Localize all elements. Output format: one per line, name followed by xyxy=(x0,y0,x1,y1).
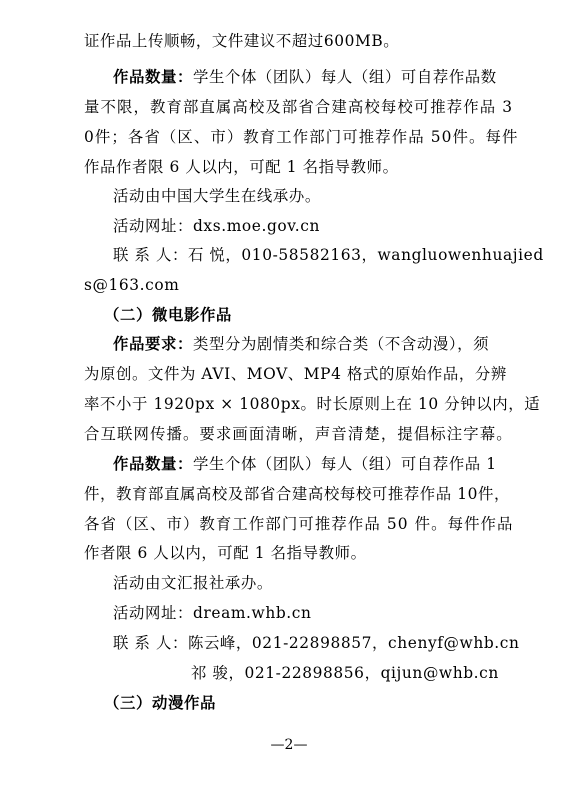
website-line xyxy=(113,603,527,623)
text-line xyxy=(113,334,527,354)
organizer-text: 活动由中国大学生在线承办。 xyxy=(113,187,321,205)
text-span: 类型分为剧情类和综合类（不含动漫），须 xyxy=(192,335,490,353)
text-span: 学生个体（团队）每人（组）可自荐作品 1 xyxy=(192,455,497,473)
text-line: 量不限，教育部直属高校及部省合建高校每校可推荐作品 3 xyxy=(84,98,514,116)
section-heading: （三）动漫作品 xyxy=(104,694,216,712)
contact-detail: 陈云峰，021-22898857，chenyf@whb.cn xyxy=(187,634,520,652)
page-number: —2— xyxy=(270,737,308,753)
contact-label: 联 系 人： xyxy=(113,634,188,652)
contact-detail: 石 悦，010-58582163，wangluowenhuajied xyxy=(187,246,544,264)
text-line: 为原创。文件为 AVI、MOV、MP4 格式的原始作品，分辨 xyxy=(84,365,507,383)
text-line: 各省（区、市）教育工作部门可推荐作品 50 件。每件作品 xyxy=(84,515,514,533)
section-heading: （二）微电影作品 xyxy=(104,306,232,324)
contact-email-continued: s@163.com xyxy=(84,276,180,294)
label-work-requirements: 作品要求： xyxy=(113,335,193,353)
text-line: 0件；各省（区、市）教育工作部门可推荐作品 50件。每件 xyxy=(84,128,519,146)
text-line xyxy=(113,67,527,87)
contact-line-second: 祁 骏，021-22898856，qijun@whb.cn xyxy=(191,664,499,682)
website-label: 活动网址： xyxy=(113,604,193,622)
website-link[interactable]: dxs.moe.gov.cn xyxy=(192,217,320,235)
text-line: 证作品上传顺畅，文件建议不超过600MB。 xyxy=(84,32,400,50)
label-work-quantity: 作品数量： xyxy=(113,455,193,473)
website-label: 活动网址： xyxy=(113,217,193,235)
contact-line xyxy=(113,245,544,265)
contact-line xyxy=(113,633,527,653)
text-span: 学生个体（团队）每人（组）可自荐作品数 xyxy=(192,68,497,86)
text-line: 作品作者限 6 人以内，可配 1 名指导教师。 xyxy=(84,158,399,176)
text-line: 件，教育部直属高校及部省合建高校每校可推荐作品 10件， xyxy=(84,485,511,503)
organizer-text: 活动由文汇报社承办。 xyxy=(113,574,273,592)
contact-label: 联 系 人： xyxy=(113,246,188,264)
website-line xyxy=(113,216,527,236)
text-line xyxy=(113,454,527,474)
text-line: 合互联网传播。要求画面清晰，声音清楚，提倡标注字幕。 xyxy=(84,425,513,443)
text-line: 率不小于 1920px × 1080px。时长原则上在 10 分钟以内，适 xyxy=(84,395,541,413)
label-work-quantity: 作品数量： xyxy=(113,68,193,86)
website-link[interactable]: dream.whb.cn xyxy=(192,604,312,622)
text-line: 作者限 6 人以内，可配 1 名指导教师。 xyxy=(84,544,367,562)
